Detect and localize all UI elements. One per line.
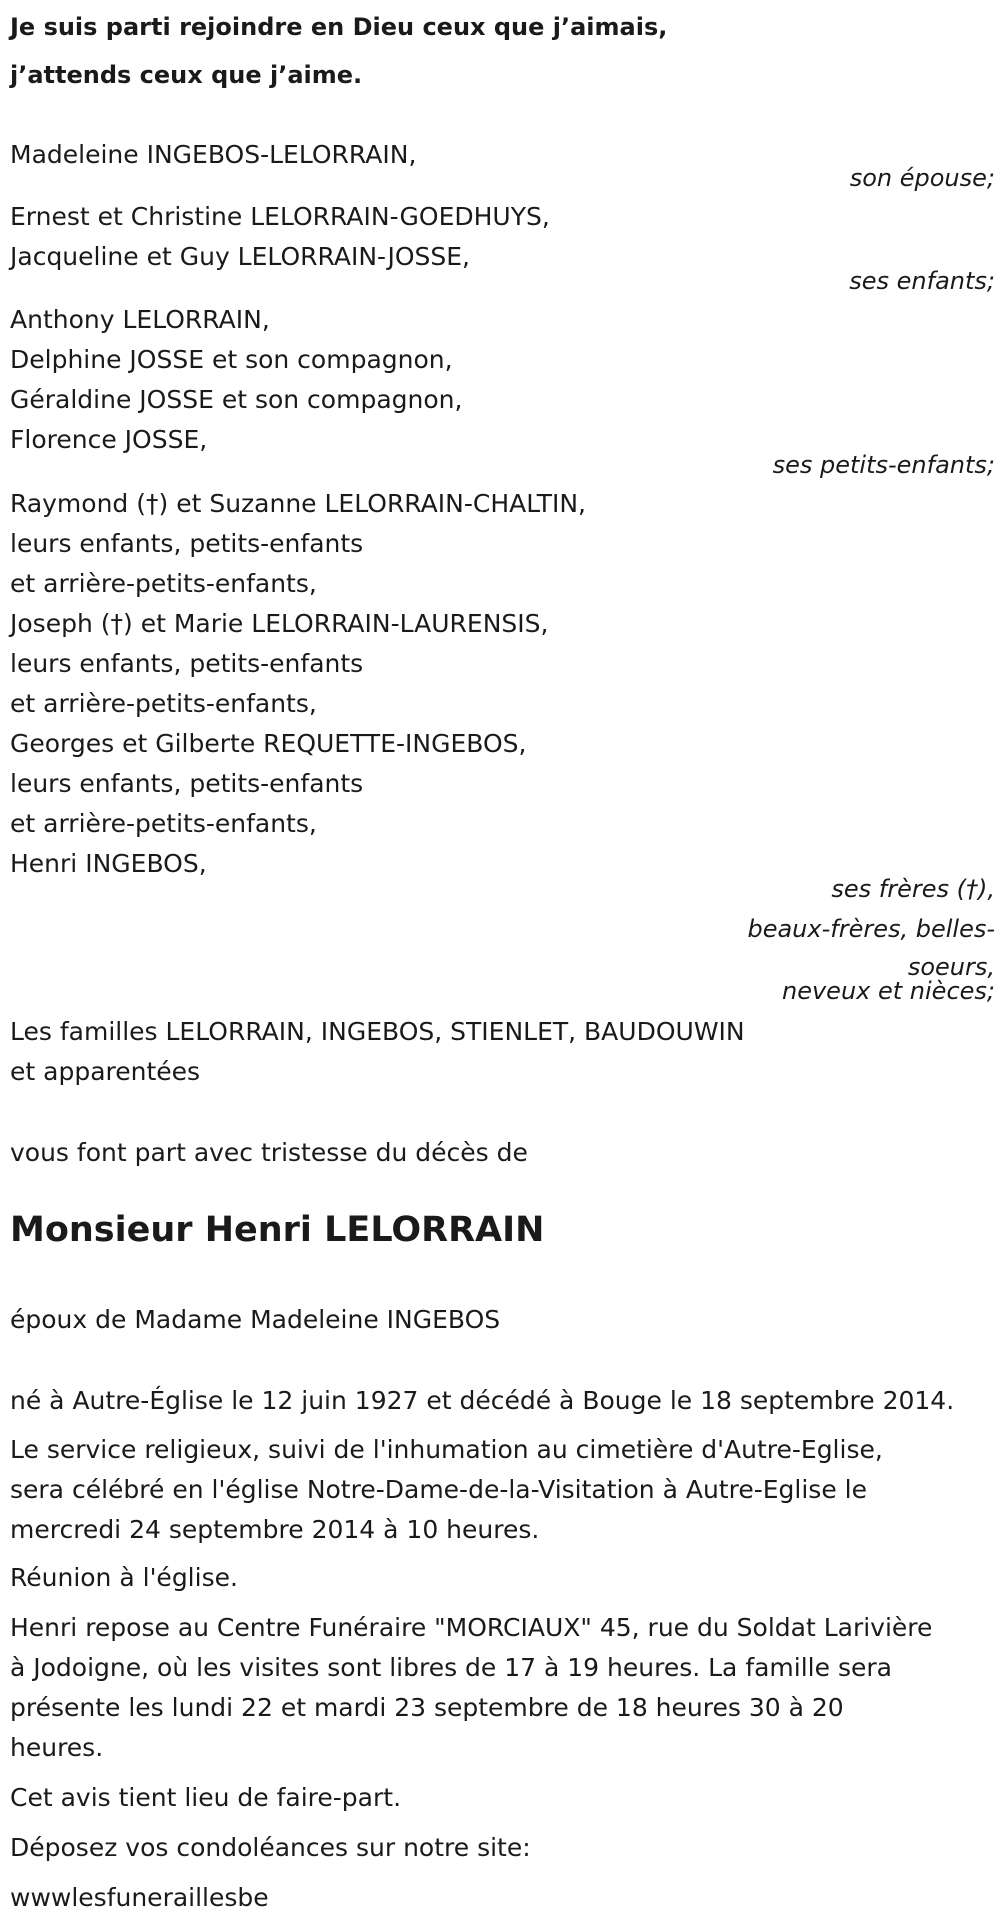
siblings-role-line: soeurs, — [907, 953, 995, 981]
birth-death: né à Autre-Église le 12 juin 1927 et décédé à Bouge le 18 septembre 2014. — [10, 1386, 955, 1415]
sibling-line: Georges et Gilberte REQUETTE-INGEBOS, — [10, 729, 527, 758]
spouse-role: son épouse; — [849, 164, 995, 192]
visit-line: présente les lundi 22 et mardi 23 septembre de 18 heures 30 à 20 — [10, 1693, 844, 1722]
sibling-line: et arrière-petits-enfants, — [10, 809, 317, 838]
epitaph-line-1: Je suis parti rejoindre en Dieu ceux que j’aimais, — [10, 13, 668, 41]
sibling-line: Joseph (†) et Marie LELORRAIN-LAURENSIS, — [10, 609, 549, 638]
grandchild-name: Florence JOSSE, — [10, 425, 208, 454]
sibling-line: leurs enfants, petits-enfants — [10, 529, 364, 558]
website: wwwlesfuneraillesbe — [10, 1883, 269, 1912]
service-line: sera célébré en l'église Notre-Dame-de-la-Visitation à Autre-Eglise le — [10, 1475, 867, 1504]
service-line: Le service religieux, suivi de l'inhumation au cimetière d'Autre-Eglise, — [10, 1435, 883, 1464]
sibling-line: et arrière-petits-enfants, — [10, 569, 317, 598]
sibling-line: Henri INGEBOS, — [10, 849, 207, 878]
notice: Cet avis tient lieu de faire-part. — [10, 1783, 402, 1812]
epitaph-line-2: j’attends ceux que j’aime. — [10, 61, 363, 89]
grandchild-name: Delphine JOSSE et son compagnon, — [10, 345, 453, 374]
children-role: ses enfants; — [849, 267, 995, 295]
families-line-1: Les familles LELORRAIN, INGEBOS, STIENLET, BAUDOUWIN — [10, 1017, 745, 1046]
families-line-2: et apparentées — [10, 1057, 201, 1086]
siblings-role-line: beaux-frères, belles- — [747, 915, 995, 943]
sibling-line: leurs enfants, petits-enfants — [10, 769, 364, 798]
sibling-line: et arrière-petits-enfants, — [10, 689, 317, 718]
sibling-line: leurs enfants, petits-enfants — [10, 649, 364, 678]
announcement: vous font part avec tristesse du décès de — [10, 1138, 528, 1167]
grandchild-name: Géraldine JOSSE et son compagnon, — [10, 385, 463, 414]
service-line: mercredi 24 septembre 2014 à 10 heures. — [10, 1515, 540, 1544]
child-name: Ernest et Christine LELORRAIN-GOEDHUYS, — [10, 202, 550, 231]
visit-line: à Jodoigne, où les visites sont libres de 17 à 19 heures. La famille sera — [10, 1653, 892, 1682]
grandchildren-role: ses petits-enfants; — [772, 451, 995, 479]
visit-line: heures. — [10, 1733, 104, 1762]
grandchild-name: Anthony LELORRAIN, — [10, 305, 270, 334]
deceased-spouse-line: époux de Madame Madeleine INGEBOS — [10, 1305, 501, 1334]
siblings-role-line: ses frères (†), — [831, 875, 995, 903]
siblings-role-line: neveux et nièces; — [782, 977, 995, 1005]
condolences: Déposez vos condoléances sur notre site: — [10, 1833, 531, 1862]
child-name: Jacqueline et Guy LELORRAIN-JOSSE, — [10, 242, 470, 271]
visit-line: Henri repose au Centre Funéraire "MORCIAUX" 45, rue du Soldat Larivière — [10, 1613, 933, 1642]
deceased-name: Monsieur Henri LELORRAIN — [10, 1210, 545, 1250]
spouse-name: Madeleine INGEBOS-LELORRAIN, — [10, 140, 417, 169]
sibling-line: Raymond (†) et Suzanne LELORRAIN-CHALTIN, — [10, 489, 587, 518]
reunion: Réunion à l'église. — [10, 1563, 238, 1592]
